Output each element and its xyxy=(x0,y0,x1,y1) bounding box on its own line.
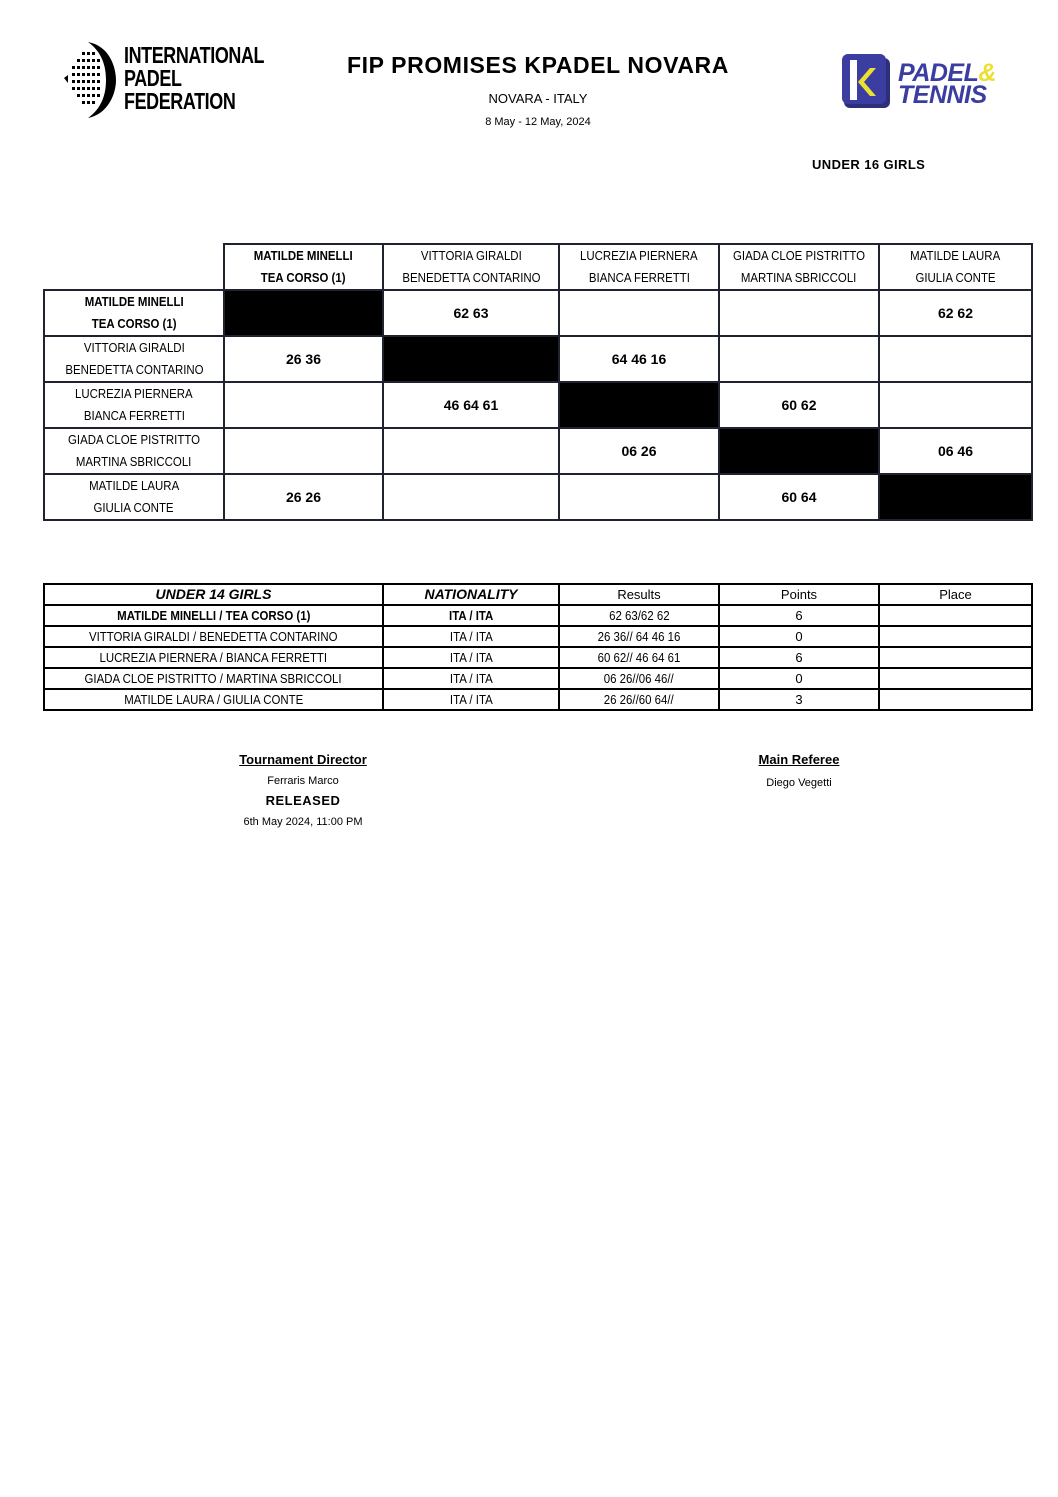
score-cell xyxy=(224,382,383,428)
score-cell xyxy=(224,428,383,474)
table-row xyxy=(44,647,1032,668)
score-cell: 26 26 xyxy=(224,474,383,520)
row-header-team-5 xyxy=(44,474,224,520)
team-name-text: VITTORIA GIRALDI / BENEDETTA CONTARINO xyxy=(89,629,338,644)
sponsor-word-padel: PADEL xyxy=(898,59,979,87)
self-match-cell xyxy=(719,428,879,474)
sponsor-word-tennis: TENNIS xyxy=(898,81,987,109)
referee-block xyxy=(699,752,899,789)
nationality xyxy=(383,647,559,668)
self-match-cell xyxy=(559,382,719,428)
place xyxy=(879,605,1032,626)
team-line-1: LUCREZIA PIERNERA xyxy=(75,386,193,401)
team-line-1: MATILDE LAURA xyxy=(910,248,1001,263)
header-nationality: NATIONALITY xyxy=(383,584,559,605)
table-row xyxy=(44,668,1032,689)
team-name xyxy=(44,647,383,668)
team-line-1: LUCREZIA PIERNERA xyxy=(580,248,698,263)
nationality-text: ITA / ITA xyxy=(449,650,493,665)
table-row xyxy=(44,689,1032,710)
score-cell: 64 46 16 xyxy=(559,336,719,382)
team-line-2: GIULIA CONTE xyxy=(915,270,996,285)
points: 6 xyxy=(719,605,879,626)
score-cell: 06 26 xyxy=(559,428,719,474)
place xyxy=(879,647,1032,668)
row-header-team-4 xyxy=(44,428,224,474)
points: 0 xyxy=(719,626,879,647)
score-cell: 60 62 xyxy=(719,382,879,428)
matrix-corner xyxy=(44,244,224,290)
table-row xyxy=(44,605,1032,626)
category-label: UNDER 16 GIRLS xyxy=(812,157,926,172)
release-status: RELEASED xyxy=(265,793,341,808)
team-line-2: TEA CORSO (1) xyxy=(261,270,346,285)
self-match-cell xyxy=(224,290,383,336)
score-cell xyxy=(879,336,1032,382)
team-line-1: VITTORIA GIRALDI xyxy=(83,340,185,355)
matrix-row-team-5 xyxy=(44,474,1032,520)
team-name-text: MATILDE LAURA / GIULIA CONTE xyxy=(123,692,304,707)
score-cell xyxy=(383,428,559,474)
results-text: 62 63/62 62 xyxy=(608,608,670,623)
score-cell xyxy=(559,290,719,336)
director-block xyxy=(203,752,403,828)
header-place: Place xyxy=(879,584,1032,605)
score-cell xyxy=(719,336,879,382)
place xyxy=(879,626,1032,647)
col-header-team-4 xyxy=(719,244,879,290)
logo-line: FEDERATION xyxy=(124,88,236,114)
tournament-location: NOVARA - ITALY xyxy=(488,91,588,106)
results-text: 06 26//06 46// xyxy=(604,671,674,686)
matrix-row-team-2 xyxy=(44,336,1032,382)
score-cell xyxy=(559,474,719,520)
col-header-team-2 xyxy=(383,244,559,290)
standings-table xyxy=(43,583,1033,711)
results-text: 60 62// 46 64 61 xyxy=(597,650,681,665)
points: 6 xyxy=(719,647,879,668)
tournament-title: FIP PROMISES KPADEL NOVARA xyxy=(347,52,729,78)
team-line-1: GIADA CLOE PISTRITTO xyxy=(732,248,865,263)
team-name-text: GIADA CLOE PISTRITTO / MARTINA SBRICCOLI xyxy=(84,671,343,686)
results xyxy=(559,668,719,689)
referee-name: Diego Vegetti xyxy=(766,777,832,789)
release-timestamp: 6th May 2024, 11:00 PM xyxy=(243,816,363,828)
team-name xyxy=(44,626,383,647)
score-cell: 06 46 xyxy=(879,428,1032,474)
sponsor-logo-text xyxy=(898,59,996,109)
nationality-text: ITA / ITA xyxy=(449,671,493,686)
self-match-cell xyxy=(383,336,559,382)
standings-header-row xyxy=(44,584,1032,605)
team-name xyxy=(44,689,383,710)
nationality xyxy=(383,605,559,626)
results-text: 26 26//60 64// xyxy=(604,692,674,707)
matrix-row-team-4 xyxy=(44,428,1032,474)
team-line-2: MARTINA SBRICCOLI xyxy=(741,270,857,285)
results xyxy=(559,626,719,647)
row-header-team-3 xyxy=(44,382,224,428)
team-line-2: GIULIA CONTE xyxy=(93,500,175,515)
results xyxy=(559,689,719,710)
team-name xyxy=(44,605,383,626)
logo-line: INTERNATIONAL xyxy=(124,42,265,68)
team-line-2: BENEDETTA CONTARINO xyxy=(64,362,204,377)
points: 0 xyxy=(719,668,879,689)
tournament-dates: 8 May - 12 May, 2024 xyxy=(485,116,591,128)
team-line-2: MARTINA SBRICCOLI xyxy=(76,454,192,469)
col-header-team-1 xyxy=(224,244,383,290)
score-cell xyxy=(879,382,1032,428)
nationality-text: ITA / ITA xyxy=(449,629,493,644)
team-name-text: LUCREZIA PIERNERA / BIANCA FERRETTI xyxy=(99,650,328,665)
team-line-1: MATILDE LAURA xyxy=(88,478,180,493)
row-header-team-2 xyxy=(44,336,224,382)
col-header-team-5 xyxy=(879,244,1032,290)
team-line-2: BIANCA FERRETTI xyxy=(588,270,690,285)
nationality-text: ITA / ITA xyxy=(448,608,494,623)
col-header-team-3 xyxy=(559,244,719,290)
team-line-2: TEA CORSO (1) xyxy=(91,316,177,331)
team-line-1: GIADA CLOE PISTRITTO xyxy=(67,432,200,447)
team-line-1: MATILDE MINELLI xyxy=(84,294,184,309)
matrix-header-row xyxy=(44,244,1032,290)
table-row xyxy=(44,626,1032,647)
row-header-team-1 xyxy=(44,290,224,336)
points: 3 xyxy=(719,689,879,710)
score-cell: 26 36 xyxy=(224,336,383,382)
team-name xyxy=(44,668,383,689)
self-match-cell xyxy=(879,474,1032,520)
header-results: Results xyxy=(559,584,719,605)
round-robin-matrix xyxy=(43,243,1033,521)
place xyxy=(879,689,1032,710)
results xyxy=(559,647,719,668)
team-line-2: BENEDETTA CONTARINO xyxy=(401,270,541,285)
score-cell: 46 64 61 xyxy=(383,382,559,428)
referee-label: Main Referee xyxy=(758,752,840,767)
place xyxy=(879,668,1032,689)
nationality xyxy=(383,689,559,710)
results xyxy=(559,605,719,626)
nationality xyxy=(383,626,559,647)
score-cell xyxy=(383,474,559,520)
team-line-1: VITTORIA GIRALDI xyxy=(420,248,522,263)
results-text: 26 36// 64 46 16 xyxy=(597,629,681,644)
matrix-row-team-1 xyxy=(44,290,1032,336)
header-team: UNDER 14 GIRLS xyxy=(44,584,383,605)
nationality xyxy=(383,668,559,689)
team-line-2: BIANCA FERRETTI xyxy=(83,408,185,423)
team-name-text: MATILDE MINELLI / TEA CORSO (1) xyxy=(116,608,311,623)
director-label: Tournament Director xyxy=(239,752,367,767)
score-cell xyxy=(719,290,879,336)
score-cell: 60 64 xyxy=(719,474,879,520)
score-cell: 62 62 xyxy=(879,290,1032,336)
team-line-1: MATILDE MINELLI xyxy=(254,248,353,263)
score-cell: 62 63 xyxy=(383,290,559,336)
sponsor-ampersand: & xyxy=(978,59,996,87)
header-points: Points xyxy=(719,584,879,605)
logo-line: PADEL xyxy=(124,65,182,91)
matrix-row-team-3 xyxy=(44,382,1032,428)
nationality-text: ITA / ITA xyxy=(449,692,493,707)
director-name: Ferraris Marco xyxy=(267,775,339,787)
